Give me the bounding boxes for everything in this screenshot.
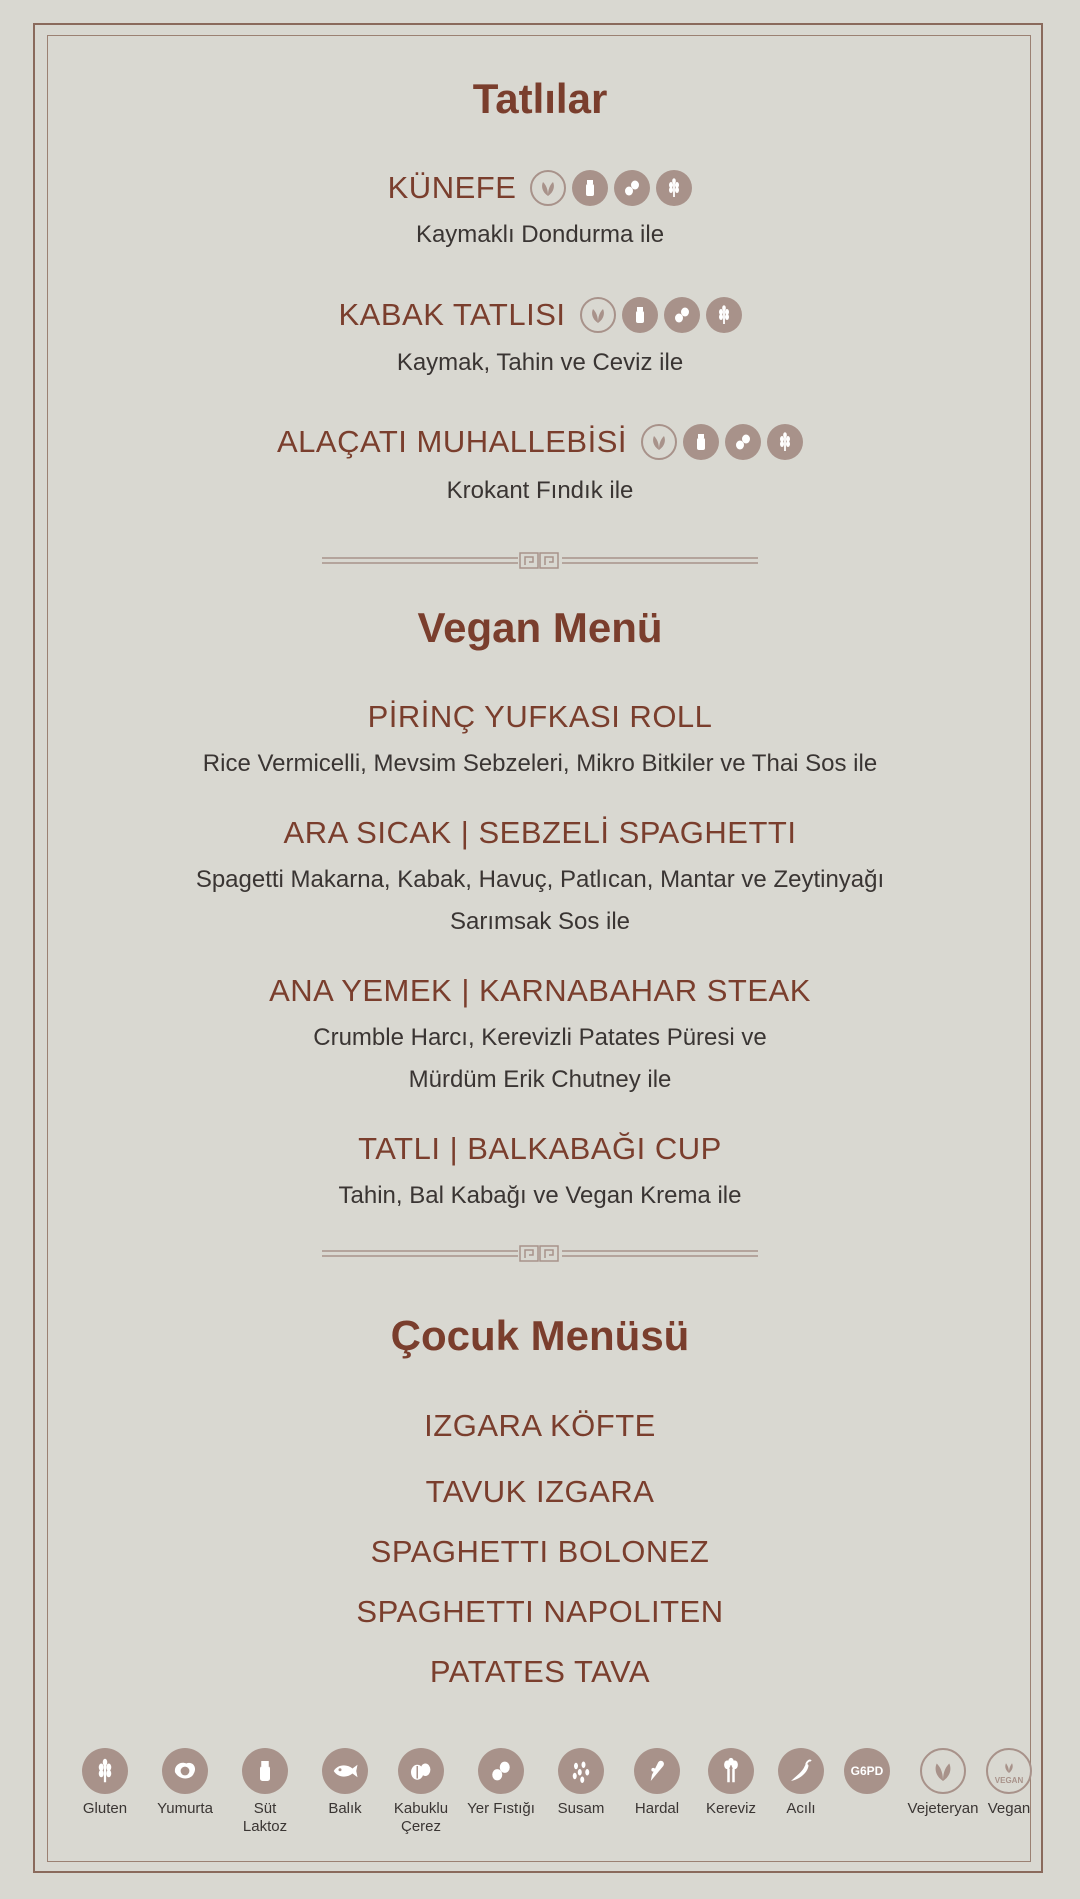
legend-label-line2: Laktoz <box>242 1818 288 1835</box>
legend-gluten <box>60 1748 150 1818</box>
celery-icon <box>708 1748 754 1794</box>
gluten-icon <box>706 297 742 333</box>
menu-item-kunefe <box>0 170 1080 206</box>
item-description: Sarımsak Sos ile <box>449 908 631 935</box>
item-description: Rice Vermicelli, Mevsim Sebzeleri, Mikro Bitkiler ve Thai Sos ile <box>202 750 878 777</box>
chili-icon <box>778 1748 824 1794</box>
legend-label: Gluten <box>82 1800 128 1817</box>
kids-item: IZGARA KÖFTE <box>424 1408 656 1443</box>
ornamental-divider <box>322 551 758 571</box>
milk-icon <box>622 297 658 333</box>
gluten-icon <box>82 1748 128 1794</box>
peanut-icon <box>664 297 700 333</box>
menu-item-kabak-tatlisi <box>0 297 1080 333</box>
kids-item: TAVUK IZGARA <box>425 1474 655 1509</box>
menu-item-alacati-muhallebisi <box>0 424 1080 460</box>
legend-label: Balık <box>328 1800 362 1817</box>
item-name: TATLI | BALKABAĞI CUP <box>358 1131 722 1166</box>
legend-peanut <box>456 1748 546 1818</box>
item-description: Spagetti Makarna, Kabak, Havuç, Patlıcan, Mantar ve Zeytinyağı <box>195 866 885 893</box>
menu-item-pirinc-yufkasi <box>0 699 1080 735</box>
legend-egg <box>140 1748 230 1818</box>
kids-item: PATATES TAVA <box>429 1654 651 1689</box>
legend-label: Yumurta <box>157 1800 213 1817</box>
legend-milk <box>220 1748 310 1836</box>
allergen-legend <box>60 1748 1031 1848</box>
fish-icon <box>322 1748 368 1794</box>
legend-label <box>220 1800 310 1836</box>
vegan-badge-text: VEGAN <box>994 1775 1024 1785</box>
allergen-icons <box>641 424 803 460</box>
legend-label: Hardal <box>634 1800 680 1817</box>
menu-item-sebzeli-spaghetti <box>0 815 1080 851</box>
milk-icon <box>683 424 719 460</box>
legend-label: Yer Fıstığı <box>467 1800 535 1817</box>
item-description: Krokant Fındık ile <box>446 477 634 504</box>
item-name: ARA SICAK | SEBZELİ SPAGHETTI <box>283 815 797 850</box>
menu-item-balkabagi-cup <box>0 1131 1080 1167</box>
gluten-icon <box>656 170 692 206</box>
item-name: ALAÇATI MUHALLEBİSİ <box>276 424 628 459</box>
mustard-icon <box>634 1748 680 1794</box>
legend-label-line1: Kabuklu <box>393 1800 449 1817</box>
section-title-vegan: Vegan Menü <box>417 604 663 651</box>
legend-label: Kereviz <box>705 1800 757 1817</box>
item-name: PİRİNÇ YUFKASI ROLL <box>367 699 713 734</box>
allergen-icons <box>530 170 692 206</box>
kids-item: SPAGHETTI NAPOLITEN <box>356 1594 724 1629</box>
kids-item: SPAGHETTI BOLONEZ <box>370 1534 710 1569</box>
menu-item-karnabahar-steak <box>0 973 1080 1009</box>
sesame-icon <box>558 1748 604 1794</box>
gluten-icon <box>767 424 803 460</box>
vegetarian-icon <box>530 170 566 206</box>
ornamental-divider <box>322 1244 758 1264</box>
item-description: Kaymaklı Dondurma ile <box>415 221 665 248</box>
g6pd-badge-text: G6PD <box>850 1764 884 1778</box>
item-description: Crumble Harcı, Kerevizli Patates Püresi ve <box>313 1024 767 1051</box>
nut-icon <box>398 1748 444 1794</box>
legend-label: Susam <box>557 1800 605 1817</box>
item-description: Mürdüm Erik Chutney ile <box>408 1066 672 1093</box>
item-description: Kaymak, Tahin ve Ceviz ile <box>396 349 684 376</box>
legend-label <box>376 1800 466 1836</box>
vegetarian-icon <box>641 424 677 460</box>
legend-label: Vejeteryan <box>907 1800 979 1817</box>
allergen-icons <box>580 297 742 333</box>
legend-label-line1: Süt <box>253 1800 277 1817</box>
section-title-kids: Çocuk Menüsü <box>390 1312 690 1359</box>
peanut-icon <box>614 170 650 206</box>
vegan-icon <box>986 1748 1032 1794</box>
milk-icon <box>242 1748 288 1794</box>
item-name: ANA YEMEK | KARNABAHAR STEAK <box>269 973 811 1008</box>
legend-nut <box>376 1748 466 1836</box>
legend-label-line2: Çerez <box>400 1818 441 1835</box>
vegetarian-icon <box>580 297 616 333</box>
item-name: KÜNEFE <box>387 170 517 205</box>
item-description: Tahin, Bal Kabağı ve Vegan Krema ile <box>338 1182 742 1209</box>
peanut-icon <box>725 424 761 460</box>
g6pd-icon <box>844 1748 890 1794</box>
legend-label: Vegan <box>987 1800 1031 1817</box>
section-title-desserts: Tatlılar <box>472 75 608 122</box>
legend-label: Acılı <box>786 1800 816 1817</box>
vegetarian-icon <box>920 1748 966 1794</box>
egg-icon <box>162 1748 208 1794</box>
milk-icon <box>572 170 608 206</box>
legend-vegan <box>964 1748 1054 1818</box>
peanut-icon <box>478 1748 524 1794</box>
item-name: KABAK TATLISI <box>338 297 566 332</box>
